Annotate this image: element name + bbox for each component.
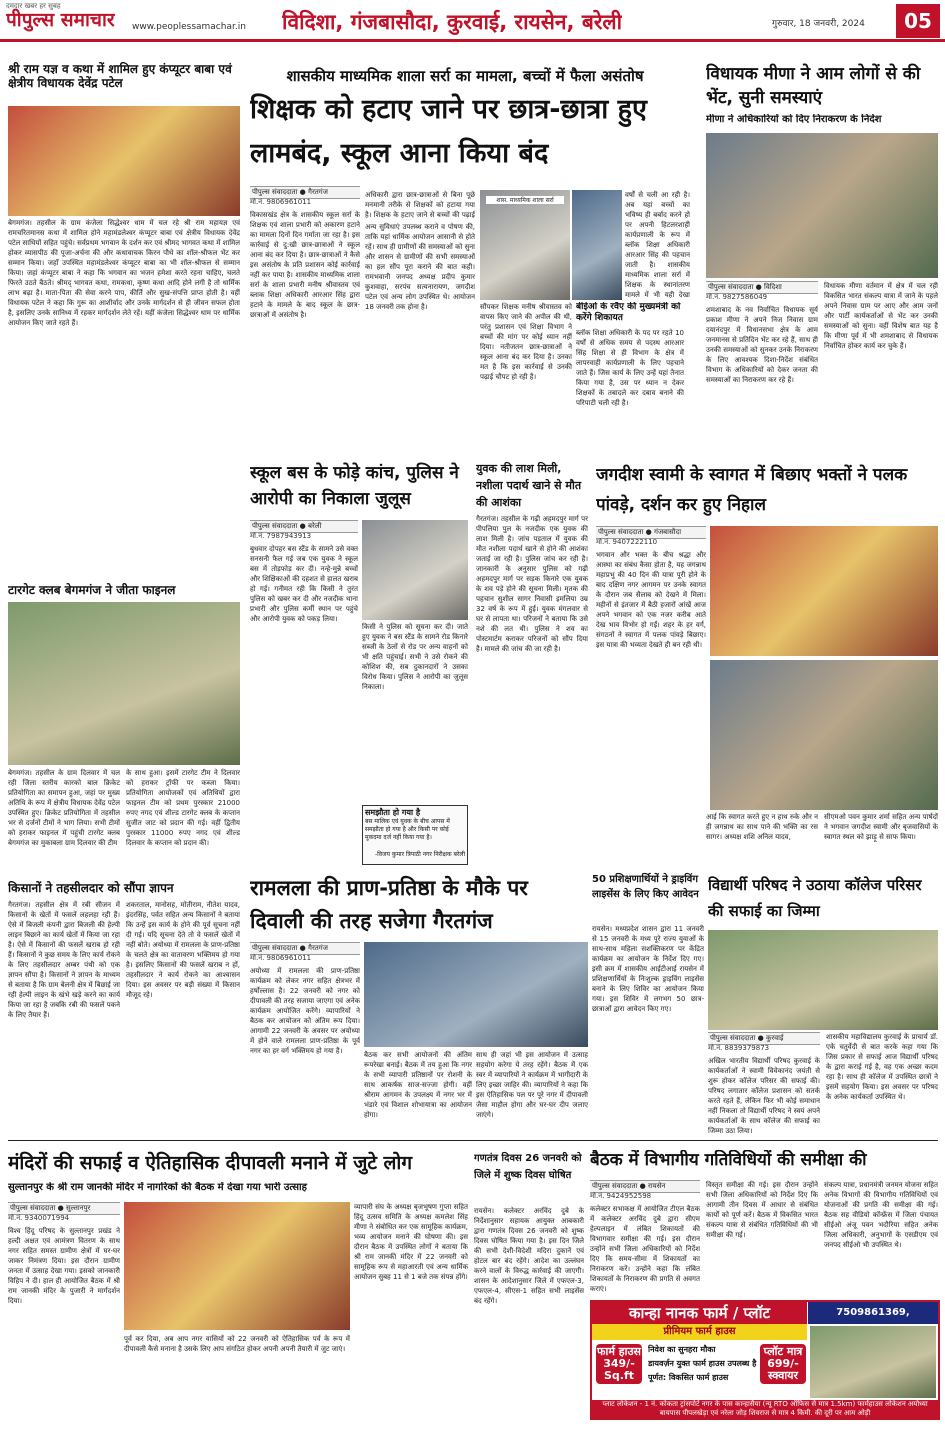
temples-headline: मंदिरों की सफाई व ऐतिहासिक दीपावली मनाने में जुटे लोग [8,1152,413,1174]
teacher-headline: शिक्षक को हटाए जाने पर छात्र-छात्रा हुए लामबंद, स्कूल आना किया बंद [250,94,647,169]
ram-lalla-byline: पीपुल्स संवाददाता ● गैरतगंज [250,942,360,955]
ram-katha-photo [8,106,240,216]
farmers-headline: किसानों ने तहसीलदार को सौंपा ज्ञापन [8,881,174,895]
mla-byline: पीपुल्स संवाददाता ● विदिशा [706,281,818,294]
mla-body-a: शमशाबाद के नव निर्वाचित विधायक सूर्य प्रकाश मीणा ने अपने निज निवास ग्राम दयानंदपुर में विधानसभा क्षेत्र के आम जनमानस से प्रतिदिन भेंट कर रहे हैं, साथ ही उनकी समस्याओं को सुनकर उनके निराकरण के लिए आवश्यक दिशा-निर्देश संबंधित विभाग के अधिकारियों को देकर जनता की समस्याओं का निराकरण कर रहे हैं। [706,306,818,384]
bus-body-a: बुधवार दोपहर बस स्टैंड के सामने उसे वक्त सनसनी फैल गई जब एक युवक ने स्कूल बस में तोड़फोड़ कर दी। नन्हे-मुन्ने बच्चों और शिक्षिकाओं की दहशत से हालत खराब हो गई। गनीमत रही कि किसी ने तुरंत पुलिस को खबर कर दी और नजदीक थाना प्रभारी और पुलिस कर्मी स्थान पर पहुंचे और आरोपी युवक को पकड़ लिया। [250,545,358,623]
ad-item-1: निवेश का सुनहरा मौका [648,1345,716,1354]
cricket-headline: टारगेट क्लब बेगमगंज ने जीता फाइनल [8,583,176,597]
ram-lalla-headline: रामलला की प्राण-प्रतिष्ठा के मौके पर दिवाली की तरह सजेगा गैरतगंज [250,876,528,933]
school-sign-text: शास. माध्यमिक शाला सर्रा [486,196,564,204]
section-divider [8,1140,938,1141]
bus-phone: मो.नं. 7987943913 [250,532,312,540]
temples-body-b: व्यापारी संघ के अध्यक्ष बृजभूषण गुप्ता सहित हिंदू उत्सव समिति के अध्यक्ष कमलेश सिंह मीणा ने संबोधित कर एक सामूहिक कार्यक्रम, भव्य आयोजन मनाने की घोषणा की। इस दौरान बैठक में उपस्थित लोगों ने बताया कि श्री राम जानकी मंदिर में 22 जनवरी को सामूहिक रूप से महाआरती एवं अन्य धार्मिक आयोजन सुबह 11 से 1 बजे तक संपन्न होंगे। [354,1203,468,1281]
driving-body: रायसेन। मध्यप्रदेश शासन द्वारा 11 जनवरी से 15 जनवरी के मध्य पूरे राज्य युवाओं के साथ-साथ महिला सशक्तिकरण पर केंद्रित कार्यक्रम का आयोजन के निर्देश दिए गए। इसी क्रम में शासकीय आईटीआई रायसेन में प्रशिक्षणार्थियों के निःशुल्क ड्राइविंग लाइसेंस बनाने के लिए शिविर का आयोजन किया गया। इस शिविर में लगभग 50 छात्र-छात्राओं द्वारा आवेदन किए गए। [592,925,704,1013]
traders-meeting-photo [364,942,588,1047]
republic-headline: गणतंत्र दिवस 26 जनवरी को जिले में शुष्क दिवस घोषित [474,1153,582,1181]
mla-meeting-photo [706,133,938,278]
farmers-body-b: शकरताल, मानोसह, मोतीराम, नीतेश यादव, इंदरसिंह, पर्वत सहित अन्य किसानों ने बताया कि उन्हें इस कार्य के होने की पूर्व सूचना नहीं दी गई। यदि सूचना देते तो वे फसलें खेतों में नहीं बोते। अयोध्या में रामलला के प्राण-प्रतिष्ठा के चलते क्षेत्र का वातावरण भक्तिमय हो गया है। इसलिए किसानों की फसलें खराब न हों, तहसीलदार ने कार्य रोकने का आश्वासन दिया। इस अवसर पर बड़ी संख्या में किसान मौजूद रहे। [126,901,240,999]
bus-quote-text: बस मालिक एवं युवक के बीच आपस में समझौता हो गया है और किसी पर कोई मुकदमा दर्ज नहीं किया गया है। [365,818,450,841]
teacher-byline: पीपुल्स संवाददाता ● गैरतगंज [250,186,360,199]
teacher-body-c: अधिकारी द्वारा छात्र-छात्राओं से बिना पूछे मनमानी तरीके से शिक्षकों को हटाया गया है। शिक्षक के हटाए जाने से बच्चों की पढ़ाई [365,191,475,219]
jagdish-headline: जगदीश स्वामी के स्वागत में बिछाए भक्तों ने पलक पांवड़े, दर्शन कर हुए निहाल [596,465,908,515]
review-byline: पीपुल्स संवाददाता ● रायसेन [590,1180,700,1193]
teacher-body-b: अन्य सुविधाएं उपलब्ध कराने व पोषण की, ताकि यहां धार्मिक आयोजन आसानी से होते रहें। साथ ही ग्रामीणों की समस्याओं को सुना और शासन से ग्रामीणों की सभी समस्याओं का हल सौंप पूरा कराने की बात कही। रामभवानी जनपद अध्यक्ष प्रदीप कुमार कुशवाहा, सरपंच सत्यनारायण, जगदीश पटेल एवं अन्य लोग उपस्थित थे। आयोजन 18 जनवरी तक होना है। [365,223,475,311]
mla-subhead: मीणा ने अधिकारियों को दिए निराकरण के निर्देश [706,114,882,125]
temples-subhead: सुल्तानपुर के श्री राम जानकी मंदिर में नागरिकों की बैठक में देखा गया भारी उत्साह [8,1182,307,1193]
bus-byline: पीपुल्स संवाददाता ● बरेली [250,520,358,533]
review-phone: मो.नं. 9424952598 [590,1192,652,1200]
review-body-c: संकल्प यात्रा, प्रधानमंत्री जनमन योजना सहित अनेक विभागों की विभागीय गतिविधियों एवं योजनाओं की प्रगति की समीक्षा की गई। बैठक सह वीडियो कॉन्फ्रेंस में जिला पंचायत सीईओ अंजू पवन भदौरिया सहित अनेक जिला अधिकारी, अनुभागों के एसडीएम एवं जनपद सीईओ भी उपस्थित थे। [824,1181,938,1249]
teacher-caption: सौंपकर शिक्षक मनीष श्रीवास्तव को वापस किए जाने की अपील की थी, परंतु प्रशासन एवं शिक्षा विभाग ने बच्चों की मांग पर कोई ध्यान नहीं दिया। नतीजतन छात्र-छात्राओं ने स्कूल आना बंद कर दिया है। उनका मत है कि इस कार्रवाई से उनकी पढ़ाई चौपट हो रही है। [480,303,572,381]
temples-phone: मो.नं. 9340071994 [8,1214,70,1222]
page-number: 05 [896,4,940,38]
temples-body-a: विश्व हिंदू परिषद के सुल्तानपुर प्रखंड ने हल्दी अक्षत एवं आमंत्रण वितरण के साथ नगर सहित समस्त ग्रामीण क्षेत्रों में घर-घर जाकर निमंत्रण दिया। इस दौरान ग्रामीण जनता में उत्साह देखा गया। इसको जानकारी विहिप ने दी। हाल ही आयोजित बैठक में श्री राम जानकी मंदिर के पुजारी ने मार्गदर्शन दिया। [8,1227,120,1305]
website-url[interactable]: www.peoplessamachar.in [132,22,246,32]
abvp-body-a: अखिल भारतीय विद्यार्थी परिषद कुरवाई के कार्यकर्ताओं ने स्वामी विवेकानंद जयंती से शुरू होकर कॉलेज परिसर की सफाई की। परिषद लगातार कॉलेज प्रशासन को सतर्क करते रहते हैं, लेकिन फिर भी कोई समाधान नहीं निकला तो विद्यार्थी परिषद ने स्वयं अपने कार्यकर्ताओं के साथ कॉलेज की सफाई का जिम्मा उठा लिया। [708,1057,820,1135]
jagdish-byline: पीपुल्स संवाददाता ● गंजबासौदा [596,526,706,539]
bus-quote-heading: समझौता हो गया है [365,808,421,817]
college-cleaning-photo [708,930,938,1030]
masthead [0,0,945,42]
review-headline: बैठक में विभागीय गतिविधियों की समीक्षा की [590,1150,867,1170]
beo-sidebar-headline: बीईओ के रवैए की मुख्यमंत्री को करेंगे शिकायत [576,302,681,323]
farmers-body-a: गैरतगंज। तहसील क्षेत्र में रबी सीजन में किसानों के खेतों में फसलें लहलहा रही हैं। ऐसे में बिजली कंपनी द्वारा बिजली की हेल्पी लाइन बिछाने का कार्य खेतों में किया जा रहा है। ऐसे में किसानों की फसलें खराब हो रही हैं। किसानों ने कुछ समय के लिए कार्य रोकने के लिए तहसीलदार अम्बर पंथी को एक ज्ञापन सौंपा है। किसानों ने ज्ञापन के माध्यम से बताया है कि ग्राम बेलनी क्षेत्र में बिछाई जा रही हेल्पी लाइन के खंभे खड़े करने का कार्य किया जा रहा है जबकि रबी की फसलें पकने के लिए तैयार हैं। [8,901,120,1019]
youth-body: गैरतगंज। तहसील के गढ़ी अहमदपुर मार्ग पर पीपलिया पुल के नजदीक एक युवक की लाश मिली है। जांच पड़ताल में युवक की मौत नशीला पदार्थ खाने से होने की आशंका जताई जा रही है। पुलिस जांच कर रही है। जानकारी के अनुसार पुलिस को गढ़ी अहमदपुर मार्ग पर सड़क किनारे एक युवक के शव पड़े होने की सूचना मिली। मृतक की पहचान सुशील सागर निवासी इमलिया उम्र 32 वर्ष के रूप में हुई। युवक मंगलवार से घर से लापता था। परिजनों ने बताया कि उसे नशे की लत थी। पुलिस ने शव का पोस्टमार्टम कराकर परिजनों को सौंप दिया है। मामले की जांच की जा रही है। [476,515,588,653]
ad-item-3: पूर्णत: विकसित फार्म हाउस [648,1373,729,1382]
ram-lalla-body-c: साथ ही जहां भी इस आयोजन में उत्साह सहयोग करेगा ये तरह रहेंगे। बैठक में एक स्वर में व्यापारियों ने कार्यक्रम में भागीदारी के लिए इच्छा जाहिर की। व्यापारियों ने कहा कि इस ऐतिहासिक पल पर पूरे नगर में दीपावली जैसा माहौल होगा और घर-घर दीप जलाए जाएंगे। [476,1051,588,1119]
temple-meeting-photo [124,1202,350,1330]
school-photo [480,190,570,300]
abvp-body-b: शासकीय महाविद्यालय कुरवाई के प्राचार्य डॉ. एके चतुर्वेदी से बात करके कहा गया कि जिस प्रकार से सफाई आज विद्यार्थी परिषद के द्वारा कराई गई है, वह एक अच्छा कदम रहा है। साथ ही कॉलेज में उपस्थित छात्रों ने इसमें सहयोग किया। इस अवसर पर परिषद के अनेक कार्यकर्ता उपस्थित थे। [826,1033,938,1101]
jagannath-idol-photo [710,526,938,656]
procession-photo [710,660,938,810]
teacher-body-e: वर्षों से चली आ रही है। अब यहां बच्चों का भविष्य ही बर्बाद करने हो पर अपनी हिटलरशाही कार्यप्रणाली के रूप में ब्लॉक शिक्षा अधिकारी आरआर सिंह की पहचान जाती है। शासकीय माध्यमिक शाला सर्रा में शिक्षक के स्थानांतरण मामले में भी यही देखा [625,191,690,299]
ram-lalla-body-b: बैठक कर सभी आयोजनों की अंतिम रूपरेखा बनाई। बैठक में तय हुआ कि नगर के सभी व्यापारी प्रतिष्ठानों पर रोशनी के साथ आकर्षक साज-सज्जा होगी। वहीं श्रीराम आगमन के उपलक्ष्य में नगर भर में भंडारे एवं विशाल शोभायात्रा का आयोजन होगा। [364,1051,472,1119]
abvp-byline: पीपुल्स संवाददाता ● कुरवाई [708,1032,820,1045]
ad-price-plot: प्लॉट मात्र 699/- स्क्वायर [760,1344,806,1384]
edition-cities: विदिशा, गंजबासौदा, कुरवाई, रायसेन, बरेली [282,10,623,34]
review-body-b: विस्तृत समीक्षा की गई। इस दौरान उन्होंने सभी जिला अधिकारियों को निर्देश दिए कि आगामी तीन दिवस में आधार से संबंधित कार्यों को पूर्ण करें। बैठक में विकसित भारत संकल्प यात्रा से संबंधित गतिविधियों की भी समीक्षा की गई। [706,1181,818,1239]
cricket-body-b: के साथ हुआ। इसमें टारगेट टीम ने दिलवार को हराकर ट्रॉफी पर कब्जा किया। प्रतियोगिता आयोजकों एवं अतिथियों द्वारा फाइनल टीम को प्रथम पुरस्कार 21000 रुपए नगद एवं शील्ड टारगेट क्लब के कप्तान सुजीत जाट को प्रदान की गई। वहीं द्वितीय पुरस्कार 11000 रुपए नगद एवं शील्ड दिलवार के कप्तान को प्रदान की। [126,769,240,847]
ad-item-2: डायवर्ज़न युक्त फार्म हाउस उपलब्ध है [648,1359,757,1368]
temples-body-c: पूर्व कर दिया, अब आप नगर वासियों को 22 जनवरी को ऐतिहासिक पर्व के रूप में दीपावली कैसे मनाना है उसके लिए आप संगठित होकर अपनी अपनी तैयारी में जुट जाएं। [124,1335,350,1353]
jagdish-phone: मो.नं. 9407222110 [596,538,658,546]
ad-location-footer: प्लाट लोकेशन - 1 नं. कोकता ट्रांसपोर्ट नगर के पास कान्हासैया (न्यू RTO ऑफिस से मात्र 1.5km) फार्महाउस लोकेशन अयोध्या बायपास पीपलखेड़ा एवं नरेला जोड़ शिवराज से मात्र 4 किमी. की दूरी पर आम ओड़ी [592,1400,938,1418]
issue-date: गुरुवार, 18 जनवरी, 2024 [772,19,865,29]
teacher-phone: मो.नं. 9806961011 [250,198,312,206]
bus-headline: स्कूल बस के फोड़े कांच, पुलिस ने आरोपी का निकाला जुलूस [250,463,459,509]
cricket-team-photo [8,602,240,765]
bus-photo [362,520,468,620]
republic-body: रायसेन। कलेक्टर अरविंद दुबे के निर्देशानुसार सहायक आयुक्त आबकारी द्वारा गणतंत्र दिवस 26 जनवरी को शुष्क दिवस घोषित किया गया है। इस दिन जिले की सभी देशी-विदेशी मदिरा दुकानें एवं होटल बार बंद रहेंगे। आदेश का उल्लंघन करने वालों के विरुद्ध कार्रवाई की जाएगी। शासन के आदेशानुसार जिले में एफएल-3, एफएल-4, सीएस-1 सहित सभी लाइसेंस बंद रहेंगे। [474,1207,584,1305]
abvp-phone: मो.नं. 8839379873 [708,1044,770,1052]
newspaper-logo: पीपुल्स समाचार [6,9,115,31]
ram-lalla-body-a: अयोध्या में रामलला की प्राण-प्रतिष्ठा कार्यक्रम को लेकर नगर सहित क्षेत्रभर में हर्षोल्लास है। 22 जनवरी को नगर को दीपावली की तरह सजाया जाएगा एवं अनेक कार्यक्रम आयोजित करेंगे। व्यापारियों ने बैठक कर आयोजन को अंतिम रूप दिया। आगामी 22 जनवरी के अवसर पर अयोध्या में होने वाले रामलला प्राण-प्रतिष्ठा के पूर्व नगर का हर वर्ग भक्तिमय हो गया है। [250,967,360,1055]
teacher-portrait [572,190,622,300]
bus-quote-author: -विजय कुमार त्रिपाठी नगर निरीक्षक बरेली [374,851,465,858]
ram-katha-headline: श्री राम यज्ञ व कथा में शामिल हुए कंप्यूटर बाबा एवं क्षेत्रीय विधायक देवेंद्र पटेल [8,62,232,91]
bus-body-b: किसी ने पुलिस को सूचना कर दी। जाते हुए युवक ने बस स्टैंड के सामने रोड किनारे सब्जी के ठेलों से रोड पर अन्य वाहनों को भी क्षति पहुंचाई। सभी ने उसे रोकने की कोशिश की, सब दुकानदारों ने उसका विरोध किया। पुलिस ने आरोपी का जुलूस निकाला। [362,623,468,691]
mla-phone: मो.नं. 9827586049 [706,293,768,301]
farmhouse-advertisement[interactable] [590,1300,940,1420]
cricket-body-a: बेगमगंज। तहसील के ग्राम दिलवार में चल रही जिला स्तरीय कारको बाल क्रिकेट प्रतियोगिता का समापन हुआ, जहां पर मुख्य अतिथि के रूप में क्षेत्रीय विधायक देवेंद्र पटेल उपस्थित हुए। क्रिकेट प्रतियोगिता में तहसील भर से दर्जनों टीमों ने भाग लिया। सभी टीमों को हराकर फाइनल में पहुंची टारगेट क्लब बेगमगंज का मुकाबला ग्राम दिलवार की टीम [8,769,120,847]
youth-headline: युवक की लाश मिली, नशीला पदार्थ खाने से मौत की आशंका [476,462,582,509]
jagdish-caption-a: आई कि स्वागत करते हुए न हाथ रुके और न ही जगन्नाथ का साथ पाने की भक्ति का रस सागर। अध्यक्ष शशि अनिल यादव, [706,813,818,841]
bus-quote-box [362,805,468,865]
driving-headline: 50 प्रशिक्षणार्थियों ने ड्राइविंग लाइसेंस के लिए किए आवेदन [592,874,699,900]
jagdish-body: भगवान और भक्त के बीच श्रद्धा और आस्था का संबंध कैसा होता है, यह जगन्नाथ महाप्रभु की 40 दिन की यात्रा पूरी होने के बाद दक्षिण नगर आगमन पर उनके स्वागत के दौरान जब सैलाब को देखने में मिला। महीनों से इंतजार में बैठी हजारों आंखें आज अपने भगवान को एक नजर करीब आते देख भाव विभोर हो गईं। शहर के हर वर्ग, संगठनों ने स्वागत में पलक पांवड़े बिछाए। इस यात्रा की भव्यता देखते ही बन रही थी। [596,551,706,649]
masthead-tagline: दमदार खबर हर सुबह [6,2,61,10]
review-body-a: कलेक्टर सभाकक्ष में आयोजित टीएल बैठक में कलेक्टर अरविंद दुबे द्वारा सीएम हेल्पलाइन में लंबित शिकायतों की विभागवार समीक्षा की गई। इस दौरान उन्होंने सभी जिला अधिकारियों को निर्देश दिए कि समय-सीमा में शिकायतों का निराकरण करें। उन्होंने कहा कि लंबित शिकायतों के निराकरण की प्रगति से अवगत कराएं। [590,1205,700,1293]
farmhouse-photo [810,1326,936,1398]
mla-headline: विधायक मीणा ने आम लोगों से की भेंट, सुनी समस्याएं [706,64,921,108]
teacher-body-a: विकासखंड क्षेत्र के शासकीय स्कूल सर्रा के शिक्षक एवं शाला प्रभारी को अकारण हटाने का मामला दिनों दिन गर्माता जा रहा है। इस कार्रवाई से दु:खी छात्र-छात्राओं ने स्कूल आना बंद कर दिया है। छात्र-छात्राओं ने कैसे इस असंतोष के प्रति प्रशासन कोई कार्रवाई नहीं कर पाया है। शासकीय माध्यमिक शाला सर्रा के शाला प्रभारी मनीष श्रीवास्तव एवं ब्लाक शिक्षा अधिकारी आरआर सिंह द्वारा हटाने के मामले के बाद स्कूल के छात्र-छात्राओं में असंतोष है। [250,211,360,319]
jagdish-caption-b: सीएमओ पवन कुमार शर्मा सहित अन्य पार्षदों ने भगवान जगदीश स्वामी और बृजवासियों के स्वागत स्थल को झाड़ू से साफ किया। [824,813,938,841]
ram-lalla-phone: मो.नं. 9806961011 [250,954,312,962]
ad-subtitle: प्रीमियम फार्म हाउस [592,1324,807,1340]
ad-price-farmhouse: फार्म हाउस 349/- Sq.ft [597,1345,641,1382]
temples-byline: पीपुल्स संवाददाता ● सुल्तानपुर [8,1202,120,1215]
ad-phone-numbers[interactable]: 7509861369, [808,1302,938,1324]
teacher-body-d: ब्लॉक शिक्षा अधिकारी के पद पर रहते 10 वर्षों से अधिक समय से पदस्थ आरआर सिंह शिक्षा से ही विभाग के क्षेत्र में लापरवाही कार्यप्रणाली के लिए पहचाने जाते हैं। जिस कार्य के लिए उन्हें यहां तैनात किया गया है, उस पर ध्यान न देकर शिक्षकों के तबादले कर दबाव बनाने की परिपाटी चली रही है। [576,329,684,407]
ram-katha-body: बेगमगंज। तहसील के ग्राम कंजेला सिद्धेश्वर धाम में चल रहे श्री राम महायज्ञ एवं रामचरितमानस कथा में शामिल होने महामंडलेश्वर कंप्यूटर बाबा एवं क्षेत्रीय विधायक देवेंद्र पटेल साथियों सहित पहुंचे। सर्वप्रथम भगवान के दर्शन कर एवं श्रीमद भागवत कथा में शामिल होकर व्यासपीठ की पूजा-अर्चना की और कथावाचक किरन पौथे का शॉल-श्रीफल भेंट कर सम्मान किया। जहाँ उपस्थित महामंडलेश्वर कंप्यूटर बाबा का भी शॉल-श्रीफल से सम्मान किया। जहां कंप्यूटर बाबा ने कहा कि भगवान का भजन हमेशा करते रहना चाहिए, चलते फिरते उठते बैठते। श्रीमद् भागवत कथा, रामकथा, कृष्ण कथा आदि होने लगी है तो धार्मिक लाभ बढ़ा है। माता-पिता की सेवा करने पाप, कीर्ति और सुख-संपत्ति प्राप्त होती है। वहीं विधायक पटेल ने कहा कि गुरू का आशीर्वाद और उनके मार्गदर्शन से ही जीवन सफल होता है, इसलिए उनके सानिध्य में रहकर मार्गदर्शन लेते रहें। यहीं कंजेला सिद्धेश्वर धाम पर धार्मिक आयोजन किए जाते रहते हैं। [8,219,240,327]
mla-body-b: विधायक मीणा वर्तमान में क्षेत्र में चल रही विकसित भारत संकल्प यात्रा में जाने के पहले अपने निवास ग्राम पर आए और आम जनों और पार्टी कार्यकर्ताओं से भेंट कर उनकी समस्याओं को सुना। वहीं विशेष बात यह है कि मीणा पूर्व में भी शमशाबाद से विधायक निर्वाचित होकर कार्य कर चुके हैं। [824,282,938,350]
ad-title: कान्हा नानक फार्म / प्लॉट [592,1302,807,1324]
abvp-headline: विद्यार्थी परिषद ने उठाया कॉलेज परिसर की सफाई का जिम्मा [708,876,922,920]
teacher-kicker: शासकीय माध्यमिक शाला सर्रा का मामला, बच्चों में फैला असंतोष [286,67,644,85]
